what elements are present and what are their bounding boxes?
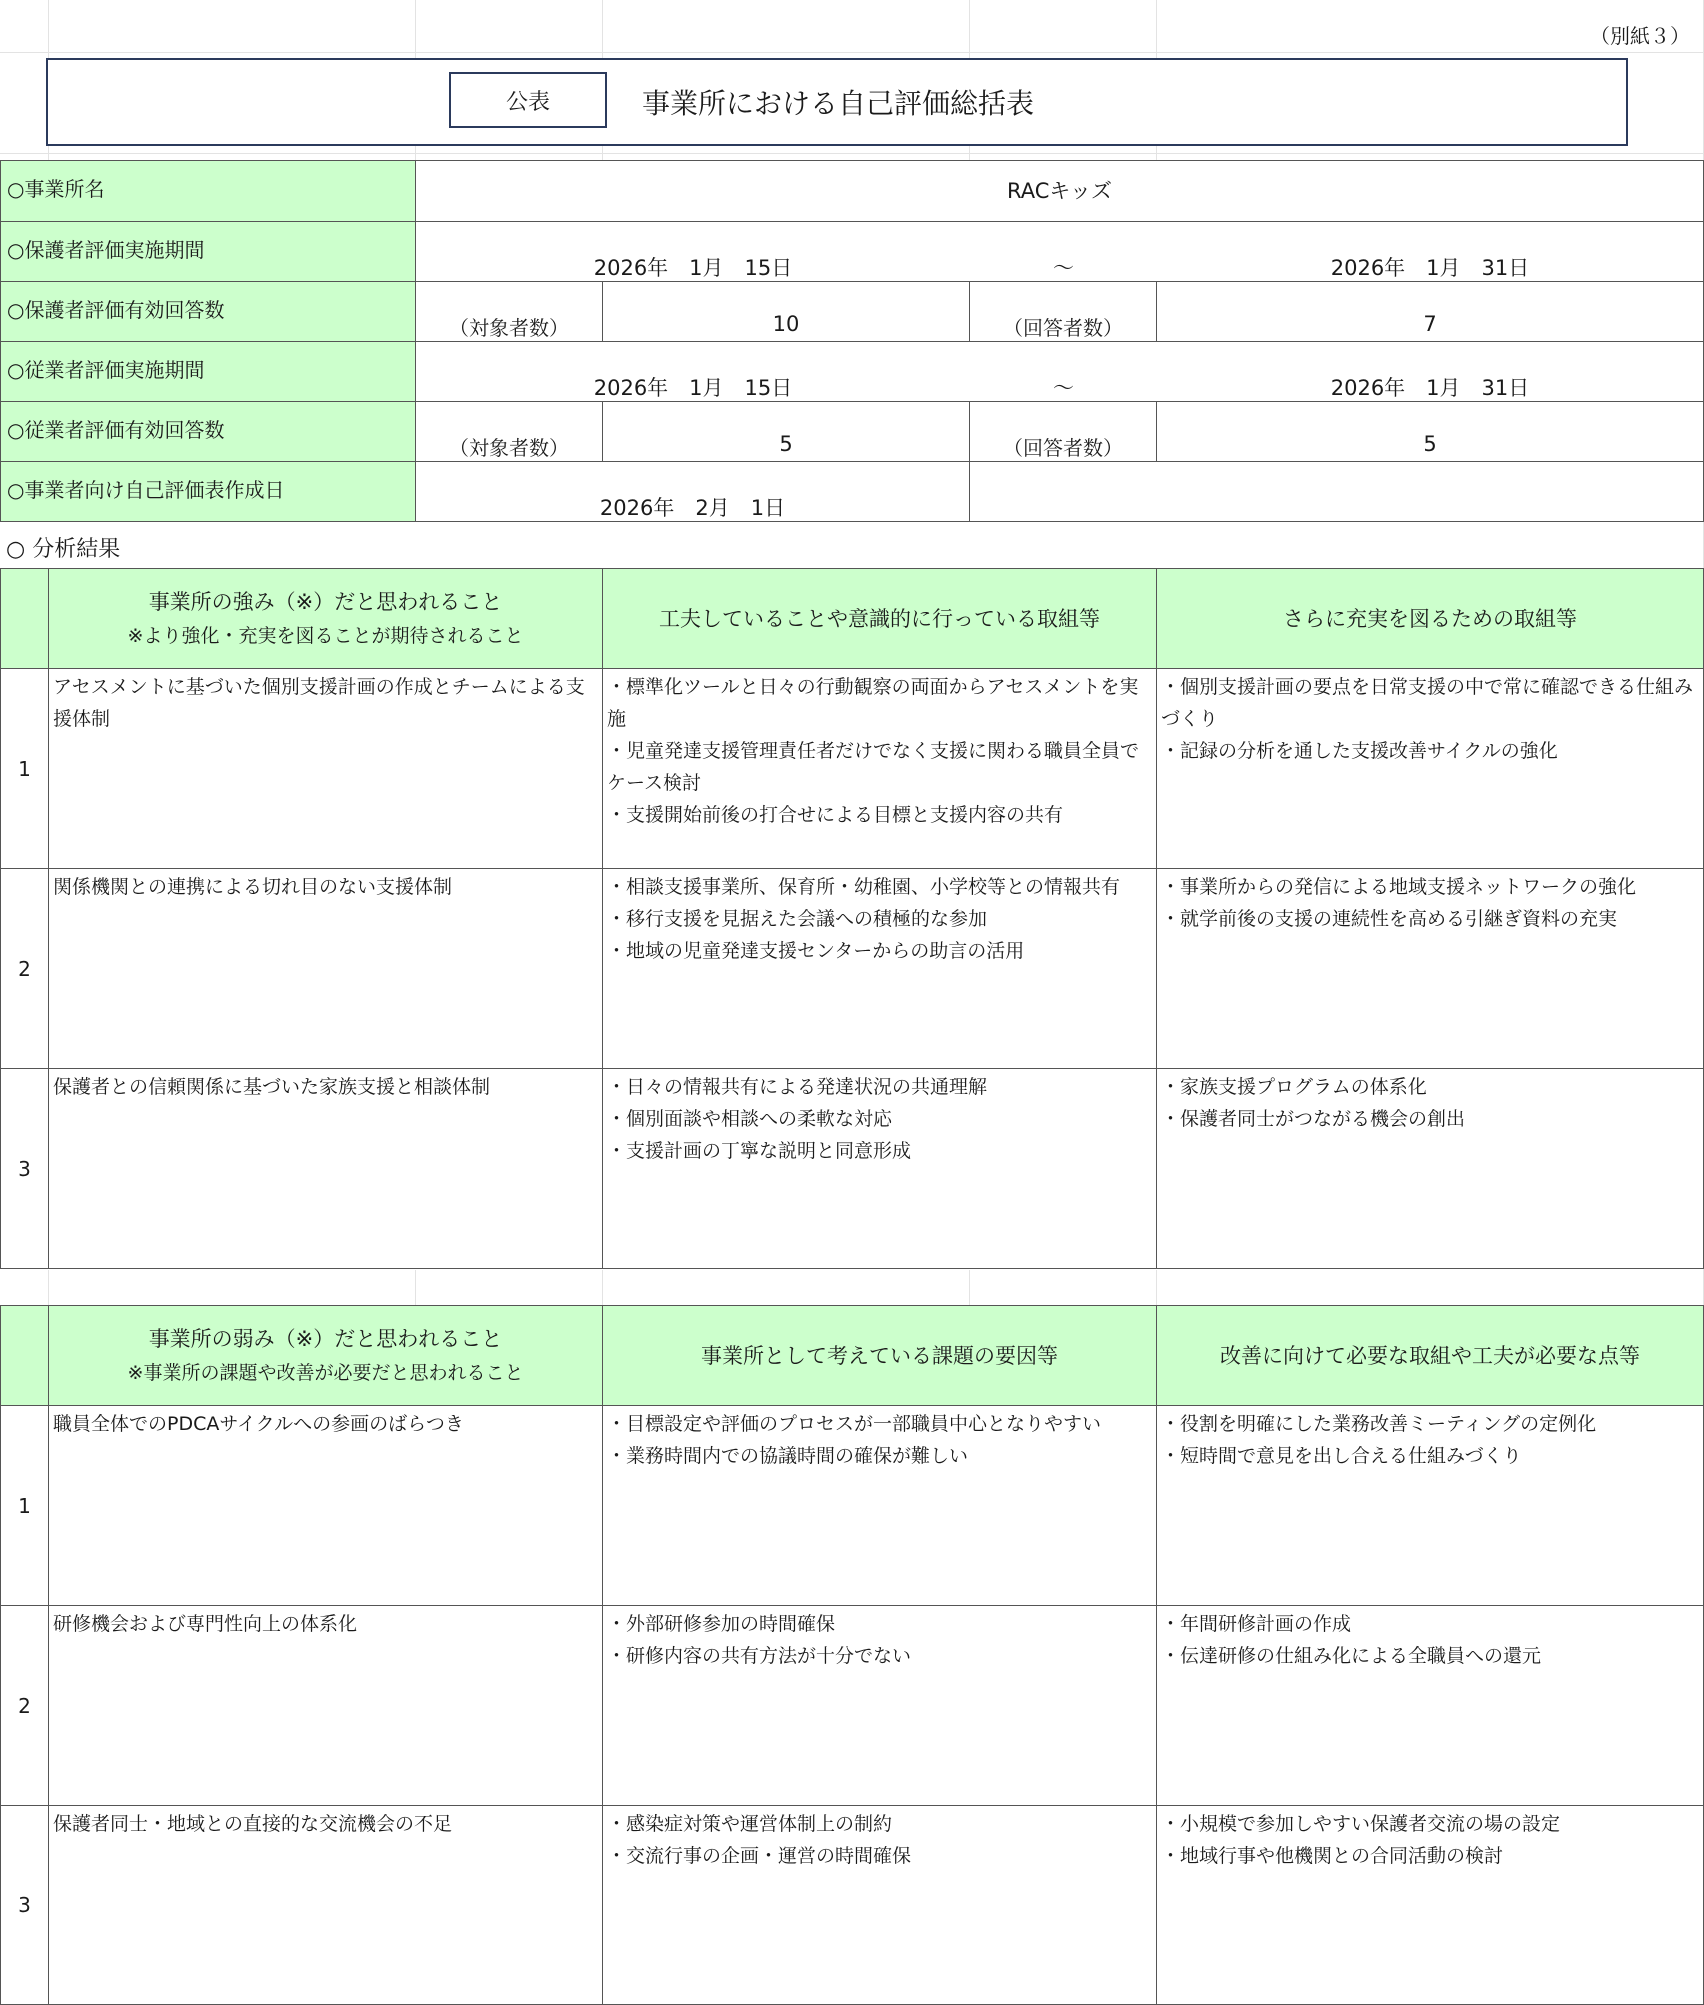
weakness-item: 職員全体でのPDCAサイクルへの参画のばらつき <box>49 1406 603 1606</box>
publication-badge: 公表 <box>449 72 607 128</box>
list-item: ・業務時間内での協議時間の確保が難しい <box>607 1445 969 1467</box>
office-label: ○事業所名 <box>1 161 416 222</box>
list-item: ・事業所からの発信による地域支援ネットワークの強化 <box>1161 876 1637 898</box>
title-box <box>46 58 1628 146</box>
staff-period-start: 2026年 1月 15日 <box>416 342 970 402</box>
list-item: ・保護者同士がつながる機会の創出 <box>1161 1108 1466 1130</box>
weakness-causes <box>603 1406 1157 1606</box>
weakness-item: 保護者同士・地域との直接的な交流機会の不足 <box>49 1806 603 2005</box>
gridline <box>1156 1270 1157 1306</box>
weakness-improvements <box>1157 1606 1704 1806</box>
strength-item: 保護者との信頼関係に基づいた家族支援と相談体制 <box>49 1069 603 1269</box>
staff-target-label: （対象者数） <box>416 402 603 462</box>
list-item: ・支援計画の丁寧な説明と同意形成 <box>607 1140 912 1162</box>
weaknesses-header-main: 事業所の弱み（※）だと思われること <box>148 1326 503 1351</box>
weaknesses-header-col2: 事業所として考えている課題の要因等 <box>603 1306 1157 1406</box>
parent-target-value: 10 <box>603 282 970 342</box>
parent-period-separator: ～ <box>970 222 1157 282</box>
row-number: 2 <box>1 1606 49 1806</box>
staff-target-value: 5 <box>603 402 970 462</box>
parent-target-label: （対象者数） <box>416 282 603 342</box>
list-item: ・小規模で参加しやすい保護者交流の場の設定 <box>1161 1813 1561 1835</box>
row-number: 3 <box>1 1806 49 2005</box>
weaknesses-header-sub: ※事業所の課題や改善が必要だと思われること <box>127 1361 524 1384</box>
staff-period-end: 2026年 1月 31日 <box>1157 342 1704 402</box>
strengths-header-col1 <box>49 569 603 669</box>
created-date-value: 2026年 2月 1日 <box>416 462 970 522</box>
weakness-improvements <box>1157 1806 1704 2005</box>
strength-further <box>1157 869 1704 1069</box>
weakness-improvements <box>1157 1406 1704 1606</box>
list-item: ・就学前後の支援の連続性を高める引継ぎ資料の充実 <box>1161 908 1618 930</box>
empty-cell <box>970 462 1157 522</box>
gridline <box>0 153 1704 154</box>
staff-response-value: 5 <box>1157 402 1704 462</box>
list-item: ・伝達研修の仕組み化による全職員への還元 <box>1161 1645 1542 1667</box>
strengths-header-col2: 工夫していることや意識的に行っている取組等 <box>603 569 1157 669</box>
list-item: ・地域行事や他機関との合同活動の検討 <box>1161 1845 1504 1867</box>
list-item: ・日々の情報共有による発達状況の共通理解 <box>607 1076 988 1098</box>
weakness-causes <box>603 1606 1157 1806</box>
list-item: ・記録の分析を通した支援改善サイクルの強化 <box>1161 740 1558 762</box>
weaknesses-header-col3: 改善に向けて必要な取組や工夫が必要な点等 <box>1157 1306 1704 1406</box>
page-title: 事業所における自己評価総括表 <box>642 87 1035 120</box>
list-item: ・感染症対策や運営体制上の制約 <box>607 1813 893 1835</box>
header-number-cell <box>1 1306 49 1406</box>
list-item: ・交流行事の企画・運営の時間確保 <box>607 1845 912 1867</box>
gridline <box>48 1270 49 1306</box>
list-item: ・支援開始前後の打合せによる目標と支援内容の共有 <box>607 804 1064 826</box>
row-number: 1 <box>1 1406 49 1606</box>
parent-response-label: （回答者数） <box>970 282 1157 342</box>
strength-further <box>1157 669 1704 869</box>
strengths-header-main: 事業所の強み（※）だと思われること <box>148 589 503 614</box>
parent-period-end: 2026年 1月 31日 <box>1157 222 1704 282</box>
strength-further <box>1157 1069 1704 1269</box>
list-item: ・個別支援計画の要点を日常支援の中で常に確認できる仕組みづくり <box>1161 676 1694 730</box>
gridline <box>969 1270 970 1306</box>
row-number: 3 <box>1 1069 49 1269</box>
list-item: ・家族支援プログラムの体系化 <box>1161 1076 1427 1098</box>
weakness-item: 研修機会および専門性向上の体系化 <box>49 1606 603 1806</box>
strengths-header-col3: さらに充実を図るための取組等 <box>1157 569 1704 669</box>
row-number: 1 <box>1 669 49 869</box>
staff-period-label: ○従業者評価実施期間 <box>1 342 416 402</box>
header-number-cell <box>1 569 49 669</box>
weaknesses-table <box>0 1305 1704 2005</box>
parent-period-start: 2026年 1月 15日 <box>416 222 970 282</box>
list-item: ・個別面談や相談への柔軟な対応 <box>607 1108 893 1130</box>
parent-response-value: 7 <box>1157 282 1704 342</box>
list-item: ・年間研修計画の作成 <box>1161 1613 1352 1635</box>
list-item: ・児童発達支援管理責任者だけでなく支援に関わる職員全員でケース検討 <box>607 740 1140 794</box>
analysis-label: ○ 分析結果 <box>6 537 121 562</box>
strengths-table <box>0 568 1704 1269</box>
parent-count-label: ○保護者評価有効回答数 <box>1 282 416 342</box>
weakness-causes <box>603 1806 1157 2005</box>
strength-efforts <box>603 869 1157 1069</box>
list-item: ・外部研修参加の時間確保 <box>607 1613 836 1635</box>
list-item: ・標準化ツールと日々の行動観察の両面からアセスメントを実施 <box>607 676 1139 730</box>
staff-period-separator: ～ <box>970 342 1157 402</box>
row-number: 2 <box>1 869 49 1069</box>
staff-count-label: ○従業者評価有効回答数 <box>1 402 416 462</box>
gridline <box>0 52 1704 53</box>
list-item: ・役割を明確にした業務改善ミーティングの定例化 <box>1161 1413 1597 1435</box>
gridline <box>602 1270 603 1306</box>
weaknesses-header-col1 <box>49 1306 603 1406</box>
strength-efforts <box>603 1069 1157 1269</box>
office-value: RACキッズ <box>416 161 1704 222</box>
created-date-label: ○事業者向け自己評価表作成日 <box>1 462 416 522</box>
parent-period-label: ○保護者評価実施期間 <box>1 222 416 282</box>
empty-cell <box>1157 462 1704 522</box>
info-table <box>0 160 1704 522</box>
strength-item: 関係機関との連携による切れ目のない支援体制 <box>49 869 603 1069</box>
list-item: ・研修内容の共有方法が十分でない <box>607 1645 912 1667</box>
staff-response-label: （回答者数） <box>970 402 1157 462</box>
strength-item: アセスメントに基づいた個別支援計画の作成とチームによる支援体制 <box>49 669 603 869</box>
list-item: ・短時間で意見を出し合える仕組みづくり <box>1161 1445 1522 1467</box>
list-item: ・地域の児童発達支援センターからの助言の活用 <box>607 940 1025 962</box>
list-item: ・移行支援を見据えた会議への積極的な参加 <box>607 908 988 930</box>
gridline <box>415 1270 416 1306</box>
annex-label: （別紙３） <box>1590 24 1690 48</box>
list-item: ・相談支援事業所、保育所・幼稚園、小学校等との情報共有 <box>607 876 1121 898</box>
list-item: ・目標設定や評価のプロセスが一部職員中心となりやすい <box>607 1413 1102 1435</box>
strengths-header-sub: ※より強化・充実を図ることが期待されること <box>127 624 524 647</box>
strength-efforts <box>603 669 1157 869</box>
